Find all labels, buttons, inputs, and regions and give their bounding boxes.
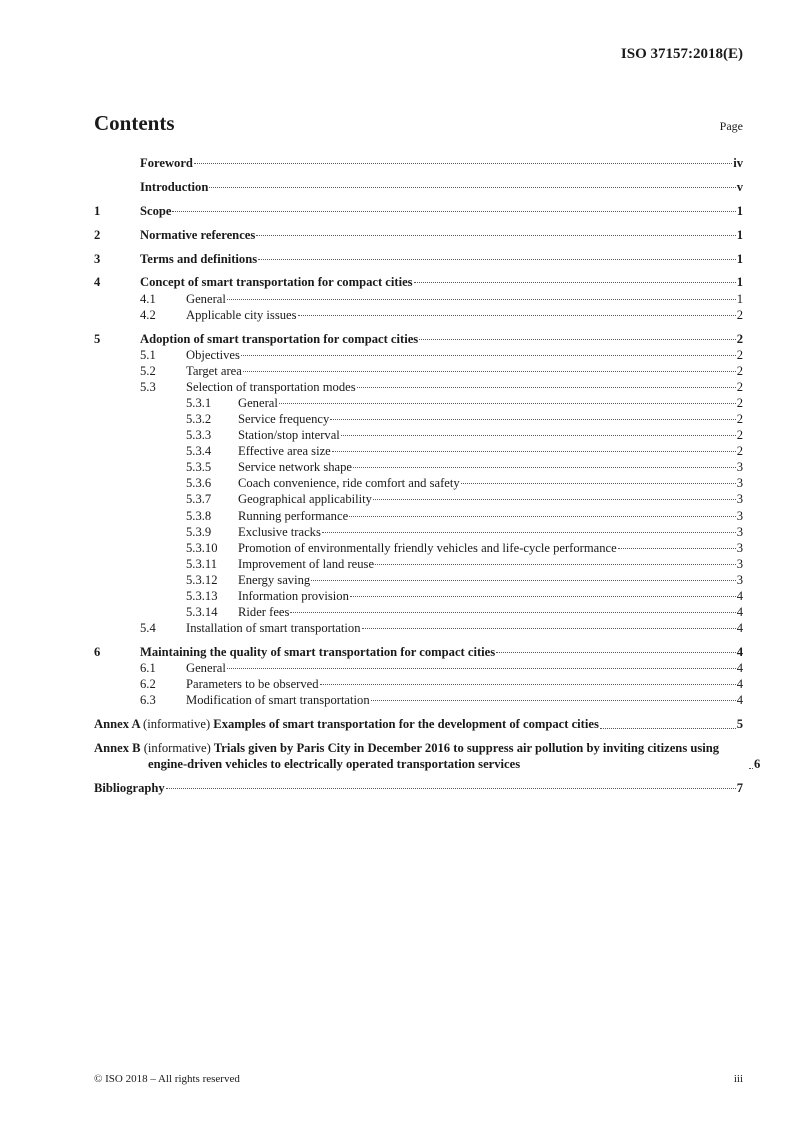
page-column-label: Page: [719, 119, 743, 133]
page-ref: 1: [736, 251, 743, 266]
dot-leader: [353, 467, 736, 468]
toc-entry[interactable]: [94, 604, 743, 620]
dot-leader: [414, 282, 736, 283]
section-title: Effective area size: [238, 444, 331, 459]
toc-entry[interactable]: [94, 443, 743, 459]
page-ref: 2: [736, 379, 743, 394]
toc-entry[interactable]: [94, 363, 743, 379]
section-title: Exclusive tracks: [238, 524, 321, 539]
section-number: 6: [94, 645, 101, 660]
section-title: Coach convenience, ride comfort and safety: [238, 476, 460, 491]
page-ref: 3: [736, 492, 743, 507]
page-ref: 2: [736, 363, 743, 378]
section-title: Service frequency: [238, 412, 330, 426]
page-ref: v: [736, 179, 743, 194]
dot-leader: [243, 371, 736, 372]
dot-leader: [322, 532, 736, 533]
section-number: 5: [94, 331, 101, 346]
section-number: 5.4: [140, 621, 156, 636]
dot-leader: [209, 187, 735, 188]
page-ref: 3: [736, 556, 743, 571]
section-title: Normative references: [140, 227, 256, 242]
toc-entry[interactable]: [94, 475, 743, 491]
section-number: 5.1: [140, 347, 156, 362]
dot-leader: [258, 259, 736, 260]
page-ref: 2: [736, 347, 743, 362]
dot-leader: [618, 548, 736, 549]
section-title: Terms and definitions: [140, 251, 258, 266]
dot-leader: [166, 788, 736, 789]
dot-leader: [241, 355, 736, 356]
toc-entry[interactable]: [94, 644, 743, 660]
dot-leader: [279, 403, 736, 404]
dot-leader: [194, 163, 732, 164]
toc-entry[interactable]: [94, 588, 743, 604]
page-ref: 6: [754, 757, 761, 772]
page-ref: 7: [736, 781, 743, 796]
page-ref: iv: [733, 156, 743, 170]
section-title: Objectives: [186, 347, 240, 362]
section-number: 5.3.11: [186, 556, 218, 571]
section-number: 5.3.8: [186, 508, 212, 523]
toc-entry[interactable]: [94, 347, 743, 363]
page-ref: 2: [736, 412, 743, 426]
toc-annex-entry[interactable]: [94, 740, 761, 772]
section-number: 5.3.14: [186, 605, 218, 620]
document-id: ISO 37157:2018(E): [620, 46, 743, 62]
toc-entry[interactable]: [94, 556, 743, 572]
dot-leader: [375, 564, 736, 565]
section-number: 6.1: [140, 661, 156, 676]
page-ref: 2: [736, 395, 743, 410]
section-number: 4.1: [140, 291, 156, 306]
section-title: Promotion of environmentally friendly vehicles and life-cycle performance: [238, 540, 617, 555]
section-title: Adoption of smart transportation for compact cities: [140, 331, 419, 346]
section-number: 5.3: [140, 379, 156, 394]
page-ref: 5: [736, 717, 743, 732]
section-title: Information provision: [238, 589, 349, 604]
table-of-contents: [94, 155, 761, 796]
toc-entry[interactable]: [94, 227, 743, 243]
section-title: Foreword: [140, 156, 193, 170]
page-ref: 2: [736, 428, 743, 443]
section-title: Modification of smart transportation: [186, 693, 370, 708]
page-ref: 4: [736, 661, 743, 676]
section-title: Service network shape: [238, 460, 353, 475]
toc-entry[interactable]: [94, 379, 743, 395]
section-title: Station/stop interval: [238, 428, 340, 443]
page-ref: 1: [736, 291, 743, 306]
section-number: 4.2: [140, 307, 156, 322]
annex-label: Annex A: [94, 717, 140, 732]
section-number: 3: [94, 251, 101, 266]
page-ref: 2: [736, 307, 743, 322]
section-number: 5.3.4: [186, 444, 212, 459]
section-title: Parameters to be observed: [186, 677, 319, 692]
dot-leader: [749, 768, 753, 769]
annex-type: (informative): [143, 717, 211, 732]
page-ref: 1: [736, 227, 743, 242]
page-ref: 3: [736, 524, 743, 539]
section-number: 5.3.3: [186, 428, 212, 443]
toc-entry[interactable]: [94, 524, 743, 540]
annex-title: Trials given by Paris City in December 2016 to suppress air pollution by inviting citizens using engine-driven vehicles to electrically operated transportation services: [148, 741, 720, 772]
toc-entry[interactable]: [94, 620, 743, 636]
dot-leader: [371, 700, 736, 701]
page-ref: 2: [736, 331, 743, 346]
toc-entry[interactable]: [94, 459, 743, 475]
dot-leader: [332, 451, 736, 452]
toc-entry[interactable]: [94, 508, 743, 524]
toc-bibliography[interactable]: [94, 780, 743, 796]
annex-label: Annex B: [94, 741, 141, 756]
dot-leader: [362, 628, 736, 629]
section-number: 6.2: [140, 677, 156, 692]
toc-entry[interactable]: [94, 676, 743, 692]
page-number: iii: [733, 1073, 743, 1085]
section-title: General: [186, 661, 226, 676]
section-number: 1: [94, 203, 101, 218]
section-title: Bibliography: [94, 781, 165, 796]
section-title: Running performance: [238, 508, 349, 523]
page-ref: 3: [736, 508, 743, 523]
section-number: 5.3.13: [186, 589, 218, 604]
toc-entry[interactable]: [94, 331, 743, 347]
section-title: General: [238, 395, 278, 410]
section-number: 5.3.1: [186, 395, 212, 410]
page-ref: 3: [736, 460, 743, 475]
dot-leader: [349, 516, 736, 517]
toc-entry[interactable]: [94, 307, 743, 323]
toc-entry[interactable]: [94, 203, 743, 219]
toc-entry[interactable]: [94, 179, 743, 195]
dot-leader: [320, 684, 736, 685]
dot-leader: [298, 315, 736, 316]
page-ref: 4: [736, 589, 743, 604]
section-number: 5.3.12: [186, 572, 218, 587]
dot-leader: [341, 435, 736, 436]
toc-entry[interactable]: [94, 251, 743, 267]
toc-entry[interactable]: [94, 427, 743, 443]
page-ref: 1: [736, 275, 743, 290]
page-ref: 3: [736, 572, 743, 587]
toc-entry[interactable]: [94, 540, 743, 556]
annex-type: (informative): [143, 741, 211, 756]
section-number: 5.3.6: [186, 476, 212, 491]
section-title: Rider fees: [238, 605, 290, 620]
dot-leader: [496, 652, 736, 653]
section-title: Installation of smart transportation: [186, 621, 361, 636]
annex-title: Examples of smart transportation for the development of compact cities: [213, 717, 599, 732]
page-ref: 4: [736, 605, 743, 620]
annex-text: [94, 716, 599, 732]
toc-entry[interactable]: [94, 395, 743, 411]
dot-leader: [311, 580, 736, 581]
section-title: Target area: [186, 363, 242, 378]
dot-leader: [461, 483, 736, 484]
dot-leader: [600, 728, 736, 729]
toc-annex-entry[interactable]: [94, 716, 743, 732]
section-title: Maintaining the quality of smart transportation for compact cities: [140, 645, 496, 660]
section-title: Introduction: [140, 179, 209, 194]
section-number: 6.3: [140, 693, 156, 708]
section-number: 5.3.10: [186, 540, 218, 555]
toc-entry[interactable]: [94, 491, 743, 507]
section-number: 4: [94, 275, 101, 290]
toc-entry[interactable]: [94, 572, 743, 588]
copyright-footer: © ISO 2018 – All rights reserved: [94, 1073, 240, 1085]
section-title: Selection of transportation modes: [186, 379, 356, 394]
page-ref: 3: [736, 476, 743, 491]
section-title: Concept of smart transportation for compact cities: [140, 275, 413, 290]
toc-entry[interactable]: [94, 411, 743, 427]
section-title: Geographical applicability: [238, 492, 372, 507]
dot-leader: [227, 299, 736, 300]
dot-leader: [419, 339, 736, 340]
toc-entry[interactable]: [94, 692, 743, 708]
dot-leader: [350, 596, 736, 597]
toc-entry[interactable]: [94, 291, 743, 307]
section-title: Improvement of land reuse: [238, 556, 375, 571]
toc-entry[interactable]: [94, 155, 743, 171]
dot-leader: [357, 387, 736, 388]
page-ref: 4: [736, 645, 743, 660]
dot-leader: [330, 419, 735, 420]
page-ref: 3: [736, 540, 743, 555]
page-ref: 2: [736, 444, 743, 459]
dot-leader: [290, 612, 735, 613]
annex-text: [94, 740, 748, 772]
page-title: Contents: [94, 111, 175, 135]
section-title: Energy saving: [238, 572, 311, 587]
section-title: General: [186, 291, 226, 306]
toc-entry[interactable]: [94, 660, 743, 676]
page-ref: 1: [736, 203, 743, 218]
dot-leader: [373, 499, 736, 500]
section-number: 5.3.5: [186, 460, 212, 475]
section-number: 5.2: [140, 363, 156, 378]
section-number: 5.3.7: [186, 492, 212, 507]
section-number: 5.3.9: [186, 524, 212, 539]
dot-leader: [172, 211, 735, 212]
section-number: 2: [94, 227, 101, 242]
section-title: Applicable city issues: [186, 307, 297, 322]
section-title: Scope: [140, 203, 172, 218]
dot-leader: [256, 235, 735, 236]
section-number: 5.3.2: [186, 412, 212, 426]
page-ref: 4: [736, 621, 743, 636]
dot-leader: [227, 668, 736, 669]
page-ref: 4: [736, 693, 743, 708]
page-ref: 4: [736, 677, 743, 692]
toc-entry[interactable]: [94, 274, 743, 290]
